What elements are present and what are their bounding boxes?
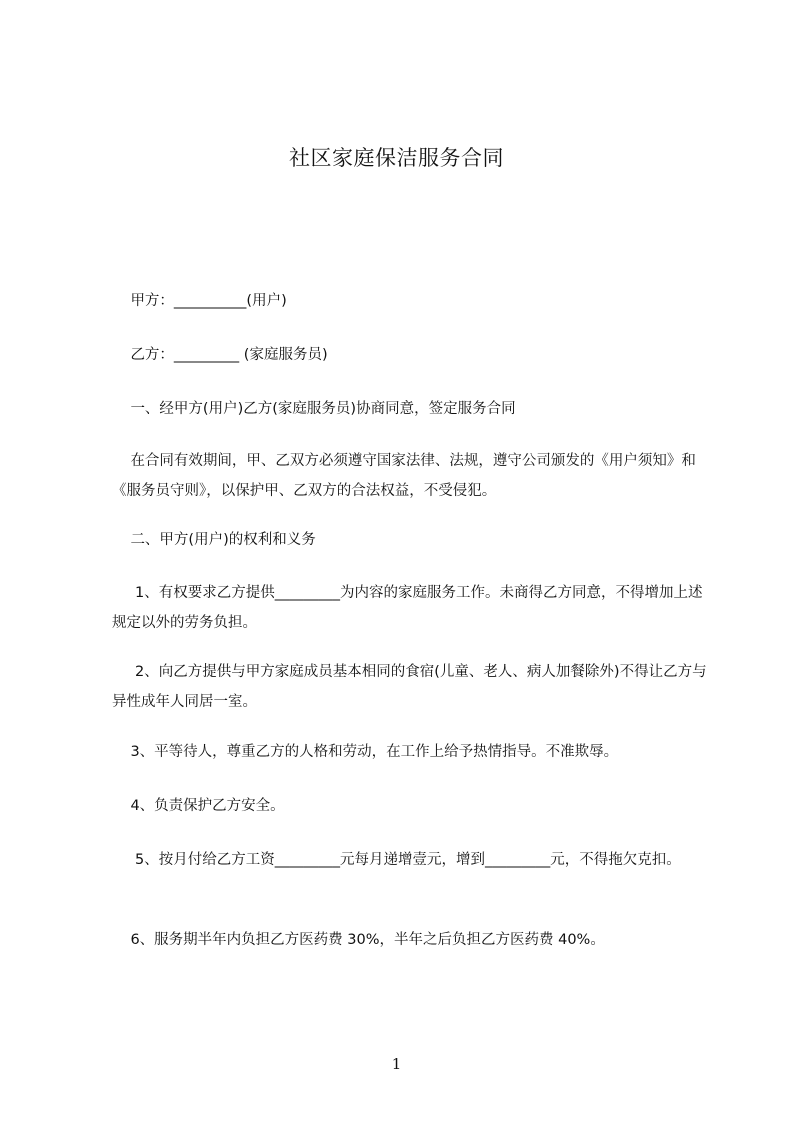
contract-title: 社区家庭保洁服务合同: [289, 146, 504, 170]
party-b-line: 乙方：_________ (家庭服务员): [112, 347, 328, 363]
clause-3: 3、平等待人，尊重乙方的人格和劳动，在工作上给予热情指导。不准欺辱。: [112, 744, 619, 760]
clause-4: 4、负责保护乙方安全。: [112, 798, 285, 814]
section-two-heading: 二、甲方(用户)的权利和义务: [112, 532, 316, 548]
page-number: 1: [391, 1055, 402, 1073]
party-a-line: 甲方：__________(用户): [112, 293, 287, 309]
clause-1: 1、有权要求乙方提供_________为内容的家庭服务工作。未商得乙方同意，不得增加上述规定以外的劳务负担。: [112, 585, 703, 631]
section-one-body: 在合同有效期间，甲、乙双方必须遵守国家法律、法规，遵守公司颁发的《用户须知》和《服务员守则》，以保护甲、乙双方的合法权益，不受侵犯。: [112, 453, 696, 499]
section-one-heading: 一、经甲方(用户)乙方(家庭服务员)协商同意，签定服务合同: [112, 401, 516, 417]
clause-6: 6、服务期半年内负担乙方医药费 30%，半年之后负担乙方医药费 40%。: [112, 932, 605, 948]
clause-2: 2、向乙方提供与甲方家庭成员基本相同的食宿(儿童、老人、病人加餐除外)不得让乙方与异性成年人同居一室。: [112, 664, 707, 710]
clause-5: 5、按月付给乙方工资_________元每月递增壹元，增到_________元，不得拖欠克扣。: [112, 852, 681, 868]
